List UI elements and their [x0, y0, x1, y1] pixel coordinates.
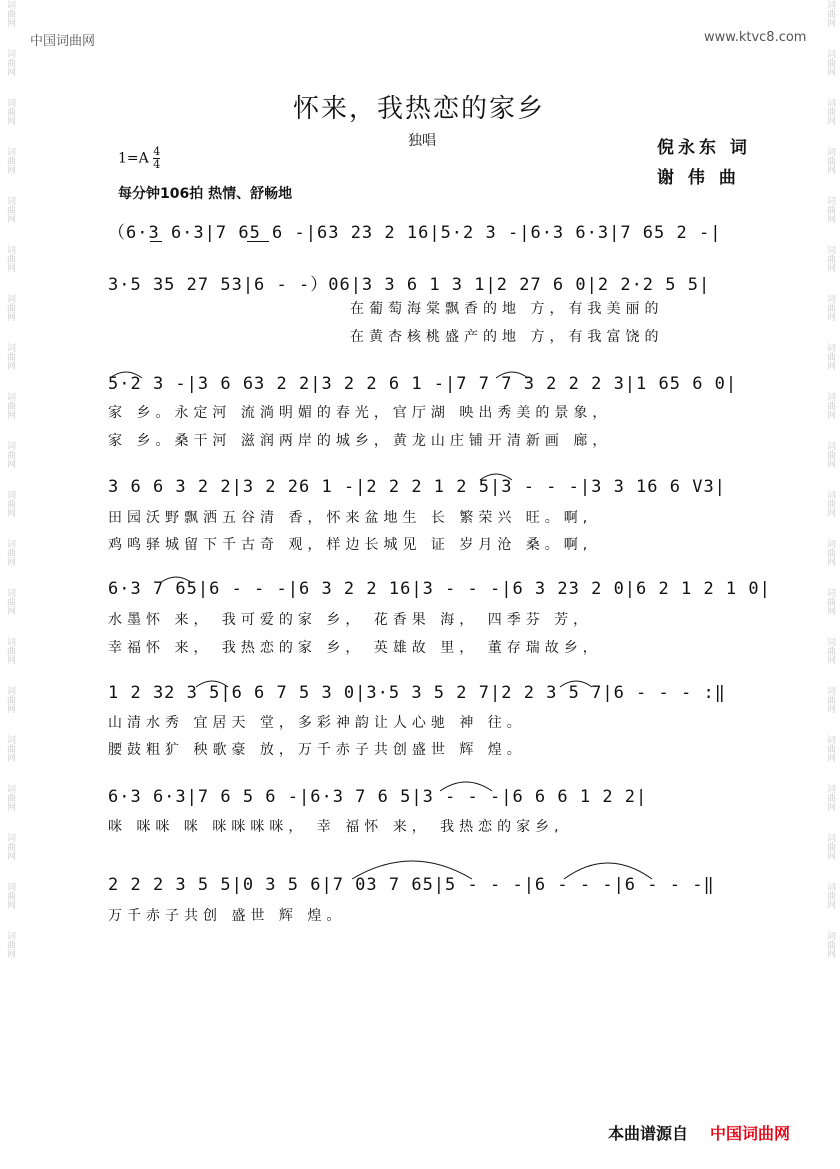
watermark-text: 词曲网	[5, 294, 15, 321]
key-label: 1=A	[118, 150, 149, 167]
watermark-text: 词曲网	[825, 931, 835, 958]
lyric-row-2-verse-1: 在葡萄海棠飘香的地 方，有我美丽的	[350, 301, 664, 317]
watermark-text: 词曲网	[5, 147, 15, 174]
site-url-header: www.ktvc8.com	[704, 30, 807, 45]
key-signature	[118, 146, 160, 171]
lyricist-credit: 倪永东 词	[657, 138, 751, 158]
source-label: 本曲谱源自	[608, 1124, 689, 1143]
underline	[150, 241, 162, 242]
notation-row-3: 5·2 3 -|3 6 63 2 2|3 2 2 6 1 -|7 7 7 3 2 2 2 3|1 65 6 0|	[108, 374, 738, 394]
watermark-text: 词曲网	[825, 539, 835, 566]
watermark-text: 词曲网	[825, 196, 835, 223]
watermark-text: 词曲网	[5, 196, 15, 223]
lyric-row-5-verse-2: 幸福怀 来， 我热恋的家 乡， 英雄故 里， 董存瑞故乡，	[108, 640, 602, 656]
watermark-text: 词曲网	[5, 49, 15, 76]
time-numerator: 4	[153, 145, 161, 158]
watermark-text: 词曲网	[5, 588, 15, 615]
watermark-text: 词曲网	[5, 490, 15, 517]
notation-row-1: （6·3 6·3|7 65 6 -|63 23 2 16|5·2 3 -|6·3 6·3|7 65 2 -|	[108, 223, 722, 243]
watermark-text: 词曲网	[825, 147, 835, 174]
watermark-left	[4, 0, 18, 980]
lyric-row-4-verse-2: 鸡鸣驿城留下千古奇 观，样边长城见 证 岁月沧 桑。啊,	[108, 537, 593, 553]
underline	[247, 241, 269, 242]
watermark-text: 词曲网	[825, 686, 835, 713]
notation-row-2: 3·5 35 27 53|6 - -）06|3 3 6 1 3 1|2 27 6 0|2 2·2 5 5|	[108, 275, 711, 295]
lyric-row-3-verse-1: 家 乡。永定河 流淌明媚的春光，官厅湖 映出秀美的景象，	[108, 405, 612, 421]
watermark-text: 词曲网	[5, 931, 15, 958]
notation-row-7: 6·3 6·3|7 6 5 6 -|6·3 7 6 5|3 - - -|6 6 6 1 2 2|	[108, 787, 648, 807]
performance-type: 独唱	[408, 133, 436, 149]
watermark-text: 词曲网	[825, 637, 835, 664]
source-footer	[608, 1121, 790, 1144]
watermark-text: 词曲网	[825, 245, 835, 272]
lyric-row-7: 咪 咪咪 咪 咪咪咪咪， 幸 福怀 来， 我热恋的家乡,	[108, 819, 564, 835]
watermark-text: 词曲网	[825, 49, 835, 76]
lyric-row-6-verse-1: 山清水秀 宜居天 堂，多彩神韵让人心驰 神 往。	[108, 715, 526, 731]
tempo-marking: 每分钟106拍 热情、舒畅地	[118, 186, 293, 202]
source-site: 中国词曲网	[710, 1124, 791, 1143]
notation-row-5: 6·3 7 65|6 - - -|6 3 2 2 16|3 - - -|6 3 23 2 0|6 2 1 2 1 0|	[108, 579, 771, 599]
watermark-text: 词曲网	[825, 735, 835, 762]
time-denominator: 4	[153, 158, 161, 171]
watermark-text: 词曲网	[5, 735, 15, 762]
watermark-text: 词曲网	[825, 392, 835, 419]
time-signature	[153, 146, 160, 171]
watermark-text: 词曲网	[825, 294, 835, 321]
notation-row-6: 1 2 32 3 5|6 6 7 5 3 0|3·5 3 5 2 7|2 2 3 5 7|6 - - - :‖	[108, 683, 726, 703]
watermark-text: 词曲网	[5, 0, 15, 27]
lyric-row-6-verse-2: 腰鼓粗犷 秧歌豪 放，万千赤子共创盛世 辉 煌。	[108, 742, 526, 758]
watermark-text: 词曲网	[5, 686, 15, 713]
lyric-row-3-verse-2: 家 乡。桑干河 滋润两岸的城乡，黄龙山庄铺开清新画 廊，	[108, 433, 612, 449]
notation-row-4: 3 6 6 3 2 2|3 2 26 1 -|2 2 2 1 2 5|3 - - -|3 3 16 6 V3|	[108, 477, 726, 497]
watermark-text: 词曲网	[5, 784, 15, 811]
watermark-text: 词曲网	[5, 539, 15, 566]
composer-credit: 谢 伟 曲	[657, 168, 740, 188]
watermark-text: 词曲网	[5, 343, 15, 370]
lyric-row-5-verse-1: 水墨怀 来， 我可爱的家 乡， 花香果 海， 四季芬 芳，	[108, 612, 593, 628]
lyric-row-8: 万千赤子共创 盛世 辉 煌。	[108, 908, 346, 924]
lyric-row-4-verse-1: 田园沃野飘洒五谷清 香，怀来盆地生 长 繁荣兴 旺。啊,	[108, 510, 593, 526]
watermark-text: 词曲网	[825, 784, 835, 811]
watermark-text: 词曲网	[825, 882, 835, 909]
watermark-text: 词曲网	[825, 490, 835, 517]
watermark-text: 词曲网	[825, 588, 835, 615]
watermark-right	[824, 0, 838, 980]
watermark-text: 词曲网	[825, 343, 835, 370]
watermark-text: 词曲网	[825, 0, 835, 27]
watermark-text: 词曲网	[5, 441, 15, 468]
watermark-text: 词曲网	[5, 637, 15, 664]
site-name-header: 中国词曲网	[30, 34, 96, 49]
watermark-text: 词曲网	[5, 98, 15, 125]
watermark-text: 词曲网	[825, 441, 835, 468]
watermark-text: 词曲网	[5, 882, 15, 909]
notation-row-8: 2 2 2 3 5 5|0 3 5 6|7 03 7 65|5 - - -|6 - - -|6 - - -‖	[108, 875, 715, 895]
watermark-text: 词曲网	[825, 833, 835, 860]
watermark-text: 词曲网	[825, 98, 835, 125]
watermark-text: 词曲网	[5, 833, 15, 860]
watermark-text: 词曲网	[5, 392, 15, 419]
lyric-row-2-verse-2: 在黄杏核桃盛产的地 方，有我富饶的	[350, 329, 664, 345]
song-title: 怀来，我热恋的家乡	[293, 94, 546, 124]
watermark-text: 词曲网	[5, 245, 15, 272]
